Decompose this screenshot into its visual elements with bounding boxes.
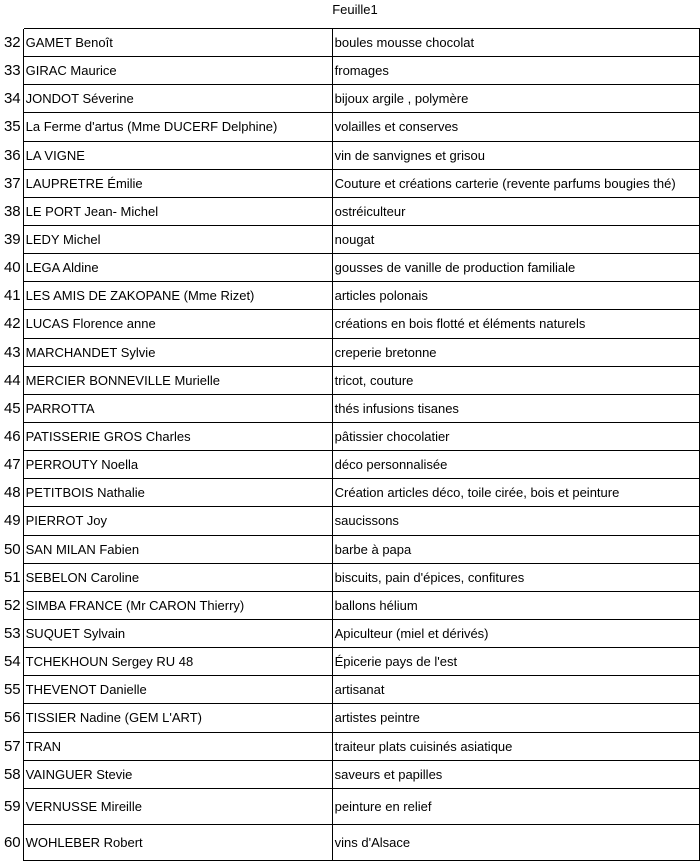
table-row bbox=[0, 704, 700, 732]
row-number: 46 bbox=[0, 422, 23, 450]
exhibitor-name-cell[interactable]: PERROUTY Noella bbox=[23, 451, 332, 479]
row-number: 32 bbox=[0, 29, 23, 57]
exhibitor-name-cell[interactable]: JONDOT Séverine bbox=[23, 85, 332, 113]
table-row bbox=[0, 113, 700, 141]
exhibitor-name-cell[interactable]: SAN MILAN Fabien bbox=[23, 535, 332, 563]
row-number: 58 bbox=[0, 760, 23, 788]
table-row bbox=[0, 338, 700, 366]
row-number: 45 bbox=[0, 394, 23, 422]
exhibitor-table bbox=[0, 28, 700, 861]
table-row bbox=[0, 225, 700, 253]
product-description-cell[interactable]: articles polonais bbox=[332, 282, 699, 310]
exhibitor-name-cell[interactable]: LEDY Michel bbox=[23, 225, 332, 253]
row-number: 53 bbox=[0, 619, 23, 647]
table-row bbox=[0, 535, 700, 563]
table-row bbox=[0, 619, 700, 647]
row-number: 49 bbox=[0, 507, 23, 535]
table-row bbox=[0, 676, 700, 704]
table-row bbox=[0, 29, 700, 57]
table-row bbox=[0, 479, 700, 507]
exhibitor-name-cell[interactable]: PARROTTA bbox=[23, 394, 332, 422]
table-row bbox=[0, 788, 700, 824]
product-description-cell[interactable]: boules mousse chocolat bbox=[332, 29, 699, 57]
product-description-cell[interactable]: déco personnalisée bbox=[332, 451, 699, 479]
product-description-cell[interactable]: gousses de vanille de production familiale bbox=[332, 254, 699, 282]
table-row bbox=[0, 254, 700, 282]
product-description-cell[interactable]: pâtissier chocolatier bbox=[332, 422, 699, 450]
row-number: 56 bbox=[0, 704, 23, 732]
row-number: 41 bbox=[0, 282, 23, 310]
product-description-cell[interactable]: artisanat bbox=[332, 676, 699, 704]
product-description-cell[interactable]: Création articles déco, toile cirée, bois et peinture bbox=[332, 479, 699, 507]
product-description-cell[interactable]: Apiculteur (miel et dérivés) bbox=[332, 619, 699, 647]
product-description-cell[interactable]: traiteur plats cuisinés asiatique bbox=[332, 732, 699, 760]
exhibitor-name-cell[interactable]: GIRAC Maurice bbox=[23, 57, 332, 85]
exhibitor-name-cell[interactable]: WOHLEBER Robert bbox=[23, 824, 332, 860]
product-description-cell[interactable]: vins d'Alsace bbox=[332, 824, 699, 860]
product-description-cell[interactable]: barbe à papa bbox=[332, 535, 699, 563]
exhibitor-name-cell[interactable]: MERCIER BONNEVILLE Murielle bbox=[23, 366, 332, 394]
exhibitor-name-cell[interactable]: LEGA Aldine bbox=[23, 254, 332, 282]
product-description-cell[interactable]: saveurs et papilles bbox=[332, 760, 699, 788]
table-row bbox=[0, 394, 700, 422]
product-description-cell[interactable]: Épicerie pays de l'est bbox=[332, 648, 699, 676]
exhibitor-name-cell[interactable]: PIERROT Joy bbox=[23, 507, 332, 535]
product-description-cell[interactable]: ballons hélium bbox=[332, 591, 699, 619]
row-number: 48 bbox=[0, 479, 23, 507]
product-description-cell[interactable]: peinture en relief bbox=[332, 788, 699, 824]
table-row bbox=[0, 648, 700, 676]
row-number: 60 bbox=[0, 824, 23, 860]
table-row bbox=[0, 197, 700, 225]
exhibitor-name-cell[interactable]: THEVENOT Danielle bbox=[23, 676, 332, 704]
row-number: 36 bbox=[0, 141, 23, 169]
row-number: 57 bbox=[0, 732, 23, 760]
product-description-cell[interactable]: tricot, couture bbox=[332, 366, 699, 394]
exhibitor-name-cell[interactable]: VAINGUER Stevie bbox=[23, 760, 332, 788]
row-number: 54 bbox=[0, 648, 23, 676]
table-row bbox=[0, 451, 700, 479]
product-description-cell[interactable]: créations en bois flotté et éléments naturels bbox=[332, 310, 699, 338]
row-number: 43 bbox=[0, 338, 23, 366]
row-number: 35 bbox=[0, 113, 23, 141]
row-number: 42 bbox=[0, 310, 23, 338]
table-row bbox=[0, 507, 700, 535]
product-description-cell[interactable]: Couture et créations carterie (revente parfums bougies thé) bbox=[332, 169, 699, 197]
row-number: 47 bbox=[0, 451, 23, 479]
exhibitor-name-cell[interactable]: PETITBOIS Nathalie bbox=[23, 479, 332, 507]
product-description-cell[interactable]: bijoux argile , polymère bbox=[332, 85, 699, 113]
row-number: 51 bbox=[0, 563, 23, 591]
exhibitor-name-cell[interactable]: SUQUET Sylvain bbox=[23, 619, 332, 647]
row-number: 38 bbox=[0, 197, 23, 225]
table-row bbox=[0, 310, 700, 338]
product-description-cell[interactable]: vin de sanvignes et grisou bbox=[332, 141, 699, 169]
row-number: 52 bbox=[0, 591, 23, 619]
row-number: 34 bbox=[0, 85, 23, 113]
exhibitor-name-cell[interactable]: La Ferme d'artus (Mme DUCERF Delphine) bbox=[23, 113, 332, 141]
row-number: 50 bbox=[0, 535, 23, 563]
exhibitor-name-cell[interactable]: PATISSERIE GROS Charles bbox=[23, 422, 332, 450]
row-number: 37 bbox=[0, 169, 23, 197]
table-row bbox=[0, 563, 700, 591]
table-row bbox=[0, 591, 700, 619]
exhibitor-name-cell[interactable]: LA VIGNE bbox=[23, 141, 332, 169]
row-number: 44 bbox=[0, 366, 23, 394]
exhibitor-name-cell[interactable]: TRAN bbox=[23, 732, 332, 760]
row-number: 39 bbox=[0, 225, 23, 253]
exhibitor-name-cell[interactable]: MARCHANDET Sylvie bbox=[23, 338, 332, 366]
exhibitor-name-cell[interactable]: LAUPRETRE Émilie bbox=[23, 169, 332, 197]
product-description-cell[interactable]: ostréiculteur bbox=[332, 197, 699, 225]
table-row bbox=[0, 760, 700, 788]
table-row bbox=[0, 169, 700, 197]
table-row bbox=[0, 282, 700, 310]
product-description-cell[interactable]: biscuits, pain d'épices, confitures bbox=[332, 563, 699, 591]
row-number: 55 bbox=[0, 676, 23, 704]
exhibitor-name-cell[interactable]: GAMET Benoît bbox=[23, 29, 332, 57]
row-number: 33 bbox=[0, 57, 23, 85]
product-description-cell[interactable]: saucissons bbox=[332, 507, 699, 535]
product-description-cell[interactable]: thés infusions tisanes bbox=[332, 394, 699, 422]
table-row bbox=[0, 57, 700, 85]
table-row bbox=[0, 422, 700, 450]
exhibitor-name-cell[interactable]: LES AMIS DE ZAKOPANE (Mme Rizet) bbox=[23, 282, 332, 310]
exhibitor-name-cell[interactable]: VERNUSSE Mireille bbox=[23, 788, 332, 824]
exhibitor-name-cell[interactable]: SEBELON Caroline bbox=[23, 563, 332, 591]
product-description-cell[interactable]: creperie bretonne bbox=[332, 338, 699, 366]
product-description-cell[interactable]: volailles et conserves bbox=[332, 113, 699, 141]
row-number: 59 bbox=[0, 788, 23, 824]
exhibitor-name-cell[interactable]: TISSIER Nadine (GEM L'ART) bbox=[23, 704, 332, 732]
product-description-cell[interactable]: fromages bbox=[332, 57, 699, 85]
exhibitor-name-cell[interactable]: TCHEKHOUN Sergey RU 48 bbox=[23, 648, 332, 676]
table-row bbox=[0, 141, 700, 169]
sheet-title: Feuille1 bbox=[332, 2, 378, 17]
table-row bbox=[0, 732, 700, 760]
table-row bbox=[0, 366, 700, 394]
product-description-cell[interactable]: artistes peintre bbox=[332, 704, 699, 732]
exhibitor-name-cell[interactable]: LUCAS Florence anne bbox=[23, 310, 332, 338]
exhibitor-name-cell[interactable]: SIMBA FRANCE (Mr CARON Thierry) bbox=[23, 591, 332, 619]
row-number: 40 bbox=[0, 254, 23, 282]
table-row bbox=[0, 824, 700, 860]
table-row bbox=[0, 85, 700, 113]
exhibitor-name-cell[interactable]: LE PORT Jean- Michel bbox=[23, 197, 332, 225]
product-description-cell[interactable]: nougat bbox=[332, 225, 699, 253]
